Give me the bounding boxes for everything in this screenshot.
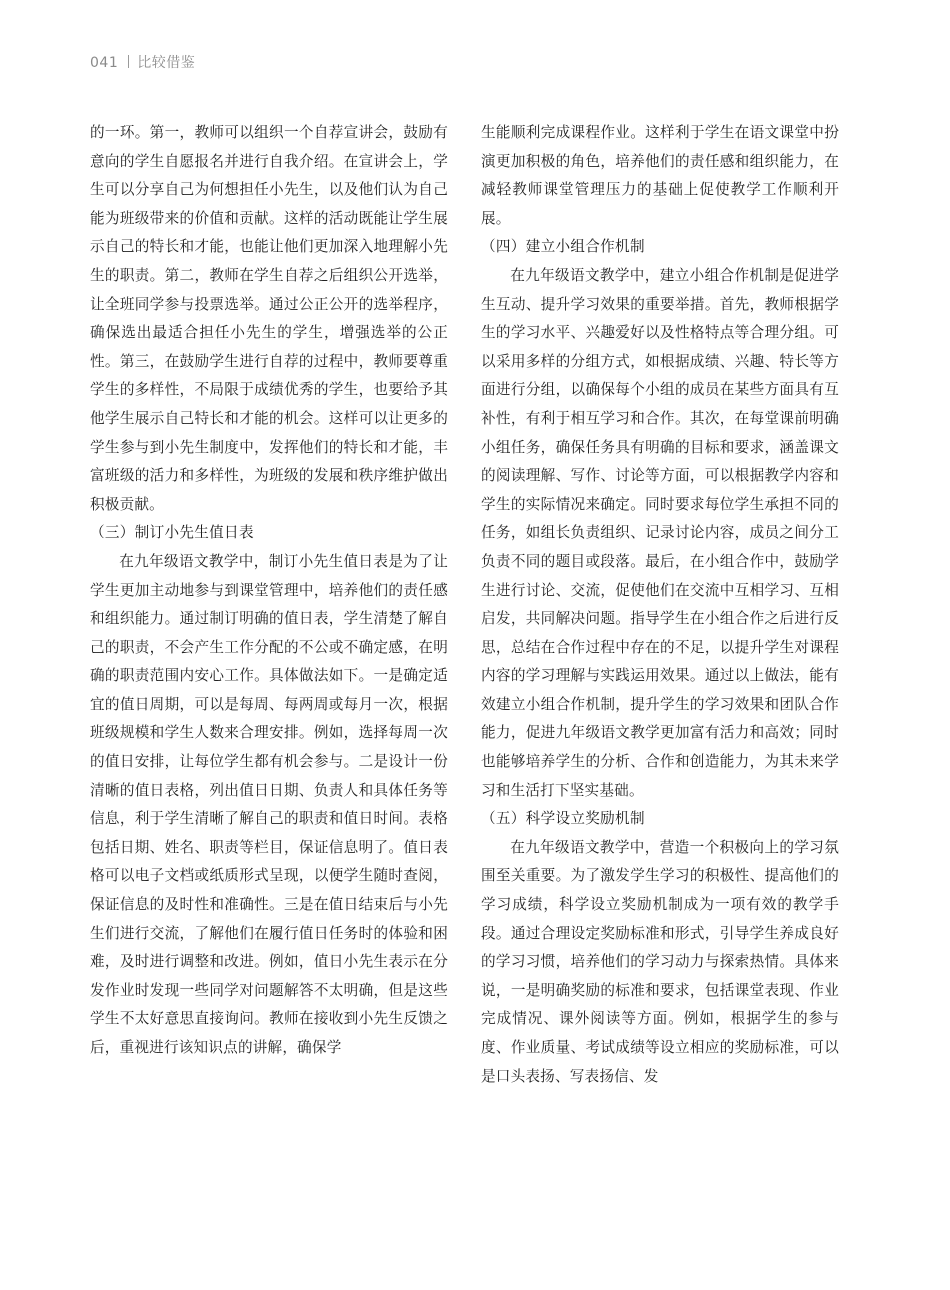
- page-number: 041: [90, 55, 119, 71]
- section-heading-4: （四）建立小组合作机制: [481, 238, 645, 256]
- right-column: [481, 119, 839, 1091]
- section-title: 比较借鉴: [137, 55, 196, 71]
- section-heading-5: （五）科学设立奖励机制: [481, 810, 645, 828]
- running-header: [90, 52, 195, 72]
- header-divider: [128, 55, 129, 68]
- paragraph-continued: 生能顺利完成课程作业。这样利于学生在语文课堂中扮演更加积极的角色，培养他们的责任感和组织能力，在减轻教师课堂管理压力的基础上促使教学工作顺利开展。: [481, 124, 839, 227]
- paragraph-continued: 的一环。第一，教师可以组织一个自荐宣讲会，鼓励有意向的学生自愿报名并进行自我介绍。在宣讲会上，学生可以分享自己为何想担任小先生，以及他们认为自己能为班级带来的价值和贡献。这样的活动既能让学生展示自己的特长和才能，也能让他们更加深入地理解小先生的职责。第二，教师在学生自荐之后组织公开选举，让全班同学参与投票选举。通过公正公开的选举程序，确保选出最适合担任小先生的学生，增强选举的公正性。第三，在鼓励学生进行自荐的过程中，教师要尊重学生的多样性，不局限于成绩优秀的学生，也要给予其他学生展示自己特长和才能的机会。这样可以让更多的学生参与到小先生制度中，发挥他们的特长和才能，丰富班级的活力和多样性，为班级的发展和秩序维护做出积极贡献。: [90, 124, 448, 513]
- section-heading-3: （三）制订小先生值日表: [90, 524, 254, 542]
- paragraph-duty-roster: 在九年级语文教学中，制订小先生值日表是为了让学生更加主动地参与到课堂管理中，培养他们的责任感和组织能力。通过制订明确的值日表，学生清楚了解自己的职责，不会产生工作分配的不公或不确定感，在明确的职责范围内安心工作。具体做法如下。一是确定适宜的值日周期，可以是每周、每两周或每月一次，根据班级规模和学生人数来合理安排。例如，选择每周一次的值日安排，让每位学生都有机会参与。二是设计一份清晰的值日表格，列出值日日期、负责人和具体任务等信息，利于学生清晰了解自己的职责和值日时间。表格包括日期、姓名、职责等栏目，保证信息明了。值日表格可以电子文档或纸质形式呈现，以便学生随时查阅，保证信息的及时性和准确性。三是在值日结束后与小先生们进行交流，了解他们在履行值日任务时的体验和困难，及时进行调整和改进。例如，值日小先生表示在分发作业时发现一些同学对问题解答不太明确，但是这些学生不太好意思直接询问。教师在接收到小先生反馈之后，重视进行该知识点的讲解，确保学: [90, 552, 448, 1056]
- left-column: [90, 119, 448, 1063]
- paragraph-group-cooperation: 在九年级语文教学中，建立小组合作机制是促进学生互动、提升学习效果的重要举措。首先，教师根据学生的学习水平、兴趣爱好以及性格特点等合理分组。可以采用多样的分组方式，如根据成绩、兴趣、特长等方面进行分组，以确保每个小组的成员在某些方面具有互补性，有利于相互学习和合作。其次，在每堂课前明确小组任务，确保任务具有明确的目标和要求，涵盖课文的阅读理解、写作、讨论等方面，可以根据教学内容和学生的实际情况来确定。同时要求每位学生承担不同的任务，如组长负责组织、记录讨论内容，成员之间分工负责不同的题目或段落。最后，在小组合作中，鼓励学生进行讨论、交流，促使他们在交流中互相学习、互相启发，共同解决问题。指导学生在小组合作之后进行反思，总结在合作过程中存在的不足，以提升学生对课程内容的学习理解与实践运用效果。通过以上做法，能有效建立小组合作机制，提升学生的学习效果和团队合作能力，促进九年级语文教学更加富有活力和高效；同时也能够培养学生的分析、合作和创造能力，为其未来学习和生活打下坚实基础。: [481, 266, 839, 799]
- paragraph-reward-mechanism: 在九年级语文教学中，营造一个积极向上的学习氛围至关重要。为了激发学生学习的积极性、提高他们的学习成绩，科学设立奖励机制成为一项有效的教学手段。通过合理设定奖励标准和形式，引导学生养成良好的学习习惯，培养他们的学习动力与探索热情。具体来说，一是明确奖励的标准和要求，包括课堂表现、作业完成情况、课外阅读等方面。例如，根据学生的参与度、作业质量、考试成绩等设立相应的奖励标准，可以是口头表扬、写表扬信、发: [481, 838, 839, 1085]
